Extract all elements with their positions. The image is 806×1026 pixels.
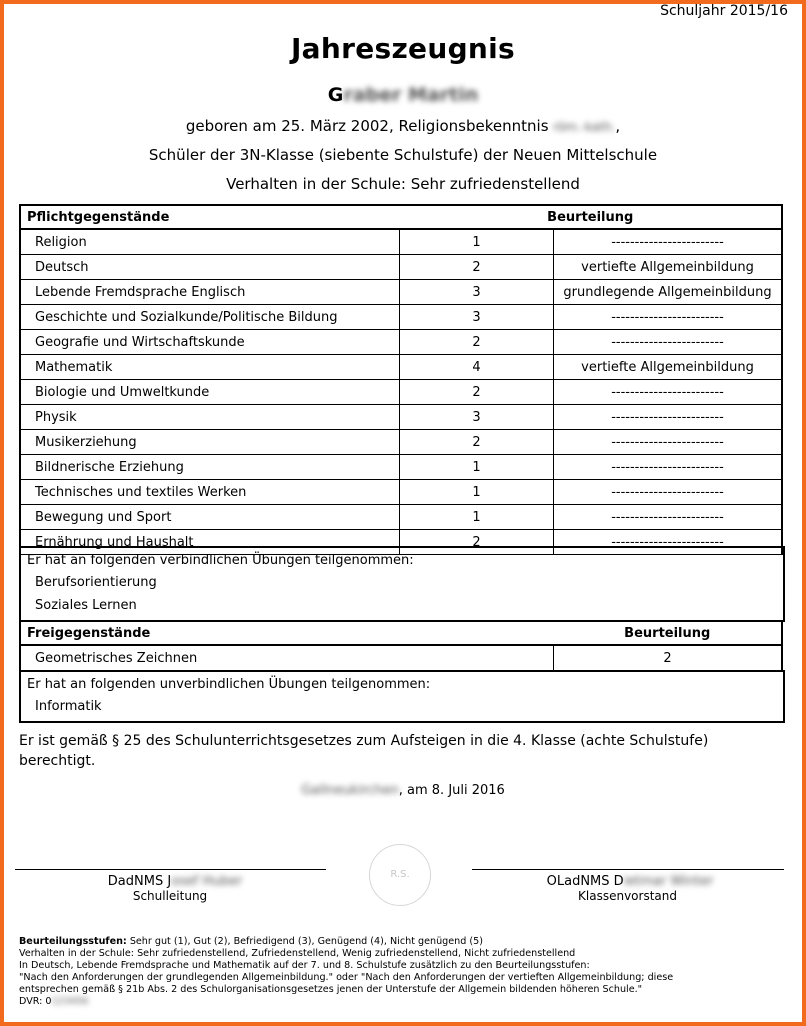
birth-text: geboren am 25. März 2002, Religionsbekenntnis (185, 117, 549, 135)
subject-row (20, 255, 782, 280)
subject-grade: 1 (400, 505, 554, 530)
place-date (0, 783, 806, 798)
subject-grade: 4 (400, 355, 554, 380)
exercise-item: Berufsorientierung (35, 575, 157, 590)
subject-level: ------------------------ (554, 430, 783, 455)
compulsory-heading: Pflichtgegenstände (20, 205, 400, 229)
elective-row (20, 645, 782, 671)
compulsory-grade-heading: Beurteilung (400, 205, 783, 229)
subject-row (20, 229, 782, 255)
subject-level: ------------------------ (554, 305, 783, 330)
subject-name: Bildnerische Erziehung (20, 455, 400, 480)
birth-text-end: , (615, 117, 621, 135)
student-name (0, 84, 806, 106)
dvr-label: DVR: 0 (19, 996, 52, 1007)
subject-grade: 1 (400, 480, 554, 505)
footer-grades-label: Beurteilungsstufen: (19, 936, 127, 947)
subject-row (20, 505, 782, 530)
footer-behaviour-line: Verhalten in der Schule: Sehr zufriedenstellend, Zufriedenstellend, Wenig zufriedenstellend, Nicht zufriedenstellend (19, 948, 576, 959)
principal-role: Schulleitung (132, 889, 208, 903)
nonbinding-exercises-intro: Er hat an folgenden unverbindlichen Übungen teilgenommen: (27, 677, 431, 692)
school-year: Schuljahr 2015/16 (660, 3, 788, 19)
subject-name: Deutsch (20, 255, 400, 280)
class-teacher-name-redacted: ietmar Winter (623, 874, 714, 889)
nonbinding-exercises-box (19, 670, 785, 723)
footer-dvr-line (19, 996, 789, 1008)
subject-grade: 1 (400, 455, 554, 480)
class-teacher-name (505, 874, 755, 889)
subject-row (20, 430, 782, 455)
subject-grade: 3 (400, 305, 554, 330)
exercise-item: Informatik (35, 699, 102, 714)
subject-grade: 3 (400, 405, 554, 430)
signature-line-left (15, 869, 326, 870)
subject-level: ------------------------ (554, 229, 783, 255)
subject-level: ------------------------ (554, 480, 783, 505)
class-teacher-prefix: OLadNMS D (546, 874, 624, 889)
subject-level: ------------------------ (554, 530, 783, 555)
footer-levels-line-2: "Nach den Anforderungen der grundlegenden Allgemeinbildung." oder "Nach den Anforderungen der vertieften Allgemeinbildung; diese (19, 972, 674, 983)
subject-name: Geografie und Wirtschaftskunde (20, 330, 400, 355)
compulsory-subjects-table (19, 204, 783, 555)
document-title: Jahreszeugnis (290, 32, 516, 65)
subject-name: Geschichte und Sozialkunde/Politische Bildung (20, 305, 400, 330)
subject-level: ------------------------ (554, 455, 783, 480)
principal-name-redacted: osef Huber (171, 874, 243, 889)
subject-name: Technisches und textiles Werken (20, 480, 400, 505)
student-name-initial: G (327, 84, 344, 106)
round-seal: R.S. (369, 844, 431, 906)
class-teacher-role: Klassenvorstand (578, 889, 677, 903)
electives-table (19, 620, 783, 671)
student-name-redacted: raber Martin (343, 84, 479, 106)
subject-level: vertiefte Allgemeinbildung (554, 355, 783, 380)
subject-level: ------------------------ (554, 505, 783, 530)
electives-heading: Freigegenstände (20, 621, 554, 645)
exercise-item: Soziales Lernen (35, 598, 137, 613)
religion-redacted: röm.-kath. (553, 120, 616, 134)
electives-header-row (20, 621, 782, 645)
elective-grade: 2 (554, 645, 783, 671)
subject-grade: 2 (400, 380, 554, 405)
signature-line-right (472, 869, 784, 870)
subject-level: grundlegende Allgemeinbildung (554, 280, 783, 305)
subject-row (20, 380, 782, 405)
subject-level: ------------------------ (554, 405, 783, 430)
subject-row (20, 355, 782, 380)
binding-exercises-intro: Er hat an folgenden verbindlichen Übungen teilgenommen: (27, 553, 414, 568)
subject-name: Religion (20, 229, 400, 255)
subject-level: ------------------------ (554, 380, 783, 405)
subject-level: vertiefte Allgemeinbildung (554, 255, 783, 280)
subject-name: Lebende Fremdsprache Englisch (20, 280, 400, 305)
subject-grade: 3 (400, 280, 554, 305)
principal-name (60, 874, 290, 889)
footer-notes (19, 936, 789, 1008)
footer-levels-line-3: entsprechen gemäß § 21b Abs. 2 des Schulorganisationsgesetzes jenen der Unterstufe der Allgemein bildenden höheren Schule." (19, 984, 643, 995)
footer-grades-line (19, 936, 789, 948)
promotion-statement: Er ist gemäß § 25 des Schulunterrichtsgesetzes zum Aufsteigen in die 4. Klasse (achte Schulstufe) berechtigt. (19, 733, 709, 769)
birth-line (0, 117, 806, 135)
subject-grade: 2 (400, 330, 554, 355)
town-redacted: Gallneukirchen (301, 783, 399, 798)
subject-name: Physik (20, 405, 400, 430)
subject-level: ------------------------ (554, 330, 783, 355)
dvr-redacted: 123456 (51, 996, 89, 1007)
subject-grade: 2 (400, 430, 554, 455)
class-line: Schüler der 3N-Klasse (siebente Schulstufe) der Neuen Mittelschule (148, 146, 658, 164)
subject-row (20, 330, 782, 355)
subject-row (20, 280, 782, 305)
behaviour-line: Verhalten in der Schule: Sehr zufriedenstellend (226, 175, 580, 193)
electives-grade-heading: Beurteilung (554, 621, 783, 645)
elective-name: Geometrisches Zeichnen (20, 645, 554, 671)
subject-name: Biologie und Umweltkunde (20, 380, 400, 405)
subject-grade: 2 (400, 530, 554, 555)
footer-levels-line: In Deutsch, Lebende Fremdsprache und Mathematik auf der 7. und 8. Schulstufe zusätzlich zu den Beurteilungsstufen: (19, 960, 590, 971)
subject-name: Mathematik (20, 355, 400, 380)
subject-row (20, 455, 782, 480)
subject-name: Ernährung und Haushalt (20, 530, 400, 555)
subject-row (20, 405, 782, 430)
subject-name: Musikerziehung (20, 430, 400, 455)
subject-grade: 2 (400, 255, 554, 280)
subject-row (20, 305, 782, 330)
principal-prefix: DadNMS J (107, 874, 172, 889)
binding-exercises-box (19, 546, 785, 622)
subject-name: Bewegung und Sport (20, 505, 400, 530)
compulsory-header-row (20, 205, 782, 229)
footer-grades-text: Sehr gut (1), Gut (2), Befriedigend (3), Genügend (4), Nicht genügend (5) (126, 936, 483, 947)
subject-row (20, 480, 782, 505)
subject-grade: 1 (400, 229, 554, 255)
issue-date: , am 8. Juli 2016 (398, 783, 505, 798)
